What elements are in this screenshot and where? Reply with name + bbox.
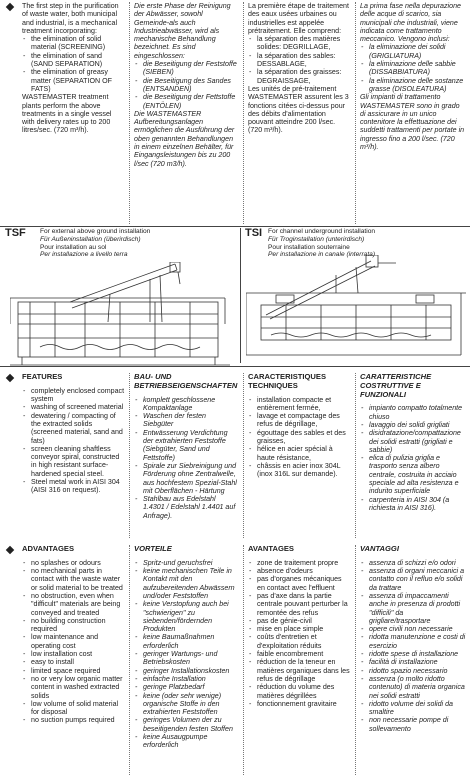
features-it-title: CARATTERISTICHE COSTRUTTIVE E FUNZIONALI bbox=[360, 372, 432, 399]
list-item: - easy to install bbox=[22, 658, 125, 666]
list-item: - installation compacte et entièrement fermée, bbox=[248, 396, 350, 413]
list-item: - no obstruction, even when "difficult" materials are being conveyed and treated bbox=[22, 592, 125, 617]
list-item: - assenza di impaccamenti anche in presenza di prodotti "difficili" da grigliare/trasportare bbox=[360, 592, 466, 625]
list-item: - ridotto volume dei solidi da smaltire bbox=[360, 700, 466, 717]
intro-fr-end: Les unités de pré-traitement WASTEMASTER assurent les 3 fonctions citées ci-dessus pour des débits d'alimentation pouvant atteindre 200 l/sec. (720 m³/h). bbox=[248, 84, 349, 135]
column-divider bbox=[243, 373, 244, 538]
column-divider bbox=[243, 545, 244, 775]
list-item: - the elimination of solid material (SCREENING) bbox=[22, 35, 125, 52]
list-item: - lavage et compactage des refus de dégrillage, bbox=[248, 412, 350, 429]
list-item: - keine Verstopfung auch bei "schwierigen" zu siebenden/fördernden Produkten bbox=[134, 600, 238, 633]
list-item: - facilità di installazione bbox=[360, 658, 466, 666]
intro-it-list bbox=[360, 43, 466, 93]
list-item: - absence d'odeurs bbox=[248, 567, 350, 575]
list-item: - keine Ausaugpumpe erforderlich bbox=[134, 733, 238, 750]
features-fr-list bbox=[248, 396, 350, 479]
list-item: - keine (oder sehr wenige) organische Stoffe in den extrahierten Feststoffen bbox=[134, 692, 238, 717]
list-item: - die Beseitigung der Fettstoffe (ENTÖLEN) bbox=[134, 93, 238, 110]
column-divider bbox=[355, 545, 356, 775]
bullet-diamond-icon bbox=[6, 374, 14, 382]
intro-fr-list bbox=[248, 35, 350, 85]
list-item: - égouttage des sables et des graisses, bbox=[248, 429, 350, 446]
list-item: - no mechanical parts in contact with the waste water or solid material to be treated bbox=[22, 567, 125, 592]
intro-fr bbox=[248, 2, 350, 135]
intro-it-end: Gli impianti di trattamento WASTEMASTER sono in grado di assicurare in un unico contenitore la effettuazione dei suddetti trattamenti per portate in ingresso fino a 200 l/sec. (720 m³/h). bbox=[360, 93, 465, 152]
advantages-de bbox=[134, 545, 238, 750]
list-item: - Spirale zur Siebreinigung und Förderung ohne Zentralwelle, aus hochfestem Spezial-Stahl mit Oberflächen - Härtung bbox=[134, 462, 238, 495]
advantages-en bbox=[22, 545, 125, 725]
features-en-list bbox=[22, 387, 125, 495]
list-item: - réduction de la teneur en matières organiques dans les refus de dégrillage bbox=[248, 658, 350, 683]
advantages-en-list bbox=[22, 559, 125, 725]
list-item: - komplett geschlossene Kompaktanlage bbox=[134, 396, 238, 413]
list-item: - ridotta manutenzione e costi di esercizio bbox=[360, 633, 466, 650]
list-item: - einfache Installation bbox=[134, 675, 238, 683]
list-item: - Steel metal work in AISI 304 (AISI 316 on request). bbox=[22, 478, 125, 495]
features-it-list bbox=[360, 404, 466, 512]
list-item: - la séparation des graisses: DEGRAISSAGE, bbox=[248, 68, 350, 85]
list-item: - faible encombrement bbox=[248, 650, 350, 658]
list-item: - hélice en acier spécial à haute résistance, bbox=[248, 445, 350, 462]
list-item: - completely enclosed compact system bbox=[22, 387, 125, 404]
list-item: - no building construction required bbox=[22, 617, 125, 634]
list-item: - Waschen der festen Siebgüter bbox=[134, 412, 238, 429]
advantages-fr-title: AVANTAGES bbox=[248, 544, 294, 553]
list-item: - no splashes or odours bbox=[22, 559, 125, 567]
list-item: - zone de traitement propre bbox=[248, 559, 350, 567]
advantages-fr bbox=[248, 545, 350, 708]
intro-en-list bbox=[22, 35, 125, 93]
list-item: - die Beseitigung des Sandes (ENTSANDEN) bbox=[134, 77, 238, 94]
advantages-fr-list bbox=[248, 559, 350, 708]
list-item: - la eliminazione dei solidi (GRIGLIATURA) bbox=[360, 43, 466, 60]
bullet-diamond-icon bbox=[6, 3, 14, 11]
list-item: - low maintenance and operating cost bbox=[22, 633, 125, 650]
list-item: - la séparation des matières solides: DEGRILLAGE, bbox=[248, 35, 350, 52]
list-item: - the elimination of greasy matter (SEPARATION OF FATS) bbox=[22, 68, 125, 93]
advantages-de-list bbox=[134, 559, 238, 750]
list-item: - geringes Volumen der zu beseitigenden festen Stoffen bbox=[134, 716, 238, 733]
list-item: - low installation cost bbox=[22, 650, 125, 658]
list-item: - opere civili non necessarie bbox=[360, 625, 466, 633]
list-item: - low volume of solid material for disposal bbox=[22, 700, 125, 717]
list-item: - non necessarie pompe di sollevamento bbox=[360, 716, 466, 733]
list-item: - Stahlbau aus Edelstahl 1.4301 / Edelstahl 1.4401 auf Anfrage). bbox=[134, 495, 238, 520]
features-de-title: BAU- UND BETRIEBSEIGENSCHAFTEN bbox=[134, 372, 238, 390]
list-item: - keine Baumaßnahmen erforderlich bbox=[134, 633, 238, 650]
intro-en bbox=[22, 2, 125, 135]
advantages-it bbox=[360, 545, 466, 733]
list-item: - the elimination of sand (SAND SEPARATION) bbox=[22, 52, 125, 69]
list-item: - assenza di schizzi e/o odori bbox=[360, 559, 466, 567]
list-item: - geringe Platzbedarf bbox=[134, 683, 238, 691]
list-item: - coûts d'entretien et d'exploitation réduits bbox=[248, 633, 350, 650]
tsf-caption-de: Für Außeninstallation (überirdisch) bbox=[40, 235, 141, 243]
list-item: - châssis en acier inox 304L (inox 316L sur demande). bbox=[248, 462, 350, 479]
tsf-code: TSF bbox=[5, 227, 26, 239]
tsi-caption-de: Für Troginstallation (unterirdisch) bbox=[268, 235, 365, 243]
list-item: - geringer Installationskosten bbox=[134, 667, 238, 675]
tsi-drawing bbox=[246, 255, 466, 360]
list-item: - pas d'axe dans la partie centrale pouvant perturber la remontée des refus bbox=[248, 592, 350, 617]
tsi-code: TSI bbox=[245, 227, 263, 239]
list-item: - ridotto spazio necessario bbox=[360, 667, 466, 675]
advantages-de-title: VORTEILE bbox=[134, 544, 172, 553]
list-item: - washing of screened material bbox=[22, 403, 125, 411]
list-item: - réduction du volume des matières dégrillées bbox=[248, 683, 350, 700]
features-it bbox=[360, 373, 466, 512]
tsf-caption-it: Per installazione a livello terra bbox=[40, 251, 128, 259]
column-divider bbox=[355, 373, 356, 538]
features-de bbox=[134, 373, 238, 520]
intro-de bbox=[134, 2, 238, 168]
advantages-it-list bbox=[360, 559, 466, 733]
list-item: - la eliminazione delle sostanze grasse (DISOLEATURA) bbox=[360, 77, 466, 94]
list-item: - dewatering / compacting of the extracted solids (screened material, sand and fats) bbox=[22, 412, 125, 445]
intro-de-list bbox=[134, 60, 238, 110]
column-divider bbox=[355, 2, 356, 224]
intro-en-text: The first step in the purification of waste water, both municipal and industrial, is a mechanical treatment incorporating: bbox=[22, 2, 119, 35]
list-item: - la eliminazione delle sabbie (DISSABBIATURA) bbox=[360, 60, 466, 77]
advantages-en-title: ADVANTAGES bbox=[22, 544, 75, 553]
drawing-divider bbox=[240, 228, 241, 363]
column-divider bbox=[129, 373, 130, 538]
tsf-caption-en: For external above ground installation bbox=[40, 228, 151, 235]
column-divider bbox=[243, 2, 244, 224]
list-item: - carpenteria in AISI 304 (a richiesta in AISI 316). bbox=[360, 496, 466, 513]
list-item: - pas de génie-civil bbox=[248, 617, 350, 625]
list-item: - la séparation des sables: DESSABLAGE, bbox=[248, 52, 350, 69]
tsf-drawing bbox=[10, 262, 235, 367]
list-item: - limited space required bbox=[22, 667, 125, 675]
bullet-diamond-icon bbox=[6, 546, 14, 554]
intro-it bbox=[360, 2, 466, 151]
tsf-caption bbox=[40, 228, 230, 259]
intro-fr-text: La première étape de traitement des eaux usées urbaines ou industrielles est appelée prétraitement. Elle comprend: bbox=[248, 2, 349, 35]
intro-it-text: La prima fase nella depurazione delle acque di scarico, sia municipali che industriali, viene indicata come trattamento meccanico. Vengono inclusi: bbox=[360, 2, 461, 44]
column-divider bbox=[129, 545, 130, 775]
list-item: - Entwässerung Verdichtung der extrahierten Feststoffe (Siebgüter, Sand und Fettstoffe) bbox=[134, 429, 238, 462]
tsi-caption-fr: Pour installation souterraine bbox=[268, 243, 350, 251]
tsi-caption-en: For channel underground installation bbox=[268, 228, 376, 235]
list-item: - assenza (o molto ridotto contenuto) di materia organica nei solidi estratti bbox=[360, 675, 466, 700]
list-item: - fonctionnement gravitaire bbox=[248, 700, 350, 708]
list-item: - die Beseitigung der Feststoffe (SIEBEN) bbox=[134, 60, 238, 77]
list-item: - no suction pumps required bbox=[22, 716, 125, 724]
advantages-it-title: VANTAGGI bbox=[360, 544, 399, 553]
section-rule bbox=[0, 226, 470, 227]
intro-de-text: Die erste Phase der Reinigung der Abwässer, sowohl Gemeinde-als auch Industrieabwässer, wird als mechanische Behandlung bezeichnet. Es sind eingeschlossen: bbox=[134, 2, 231, 60]
list-item: - mise en place simple bbox=[248, 625, 350, 633]
features-de-list bbox=[134, 396, 238, 520]
features-en bbox=[22, 373, 125, 495]
list-item: - screen cleaning shaftless conveyor spiral, constructed in high resistant surface-hardened special steel. bbox=[22, 445, 125, 478]
list-item: - disidratazione/compattazione dei solidi estratti (grigliati e sabbie) bbox=[360, 429, 466, 454]
list-item: - ridotte spese di installazione bbox=[360, 650, 466, 658]
features-en-title: FEATURES bbox=[22, 372, 63, 381]
list-item: - Spritz-und geruchsfrei bbox=[134, 559, 238, 567]
list-item: - assenza di organi meccanici a contatto con il refluo e/o solidi da trattare bbox=[360, 567, 466, 592]
list-item: - geringer Wartungs- und Betriebskosten bbox=[134, 650, 238, 667]
intro-en-end: WASTEMASTER treatment plants perform the above treatments in a single vessel with delivery rates up to 200 litres/sec. (720 m³/h). bbox=[22, 93, 112, 135]
section-rule bbox=[0, 366, 470, 367]
list-item: - no or very low organic matter content in washed extracted solids bbox=[22, 675, 125, 700]
list-item: - pas d'organes mécaniques en contact avec l'effluent bbox=[248, 575, 350, 592]
features-fr bbox=[248, 373, 350, 479]
tsi-caption-it: Per installazione in canale (interrata) bbox=[268, 251, 376, 259]
list-item: - elica di pulizia griglia e trasporto senza albero centrale, costruita in acciaio speciale ad alta resistenza e indurito superficiale bbox=[360, 454, 466, 495]
features-fr-title: CARACTERISTIQUES TECHNIQUES bbox=[248, 372, 327, 390]
intro-de-end: Die WASTEMASTER Aufbereitungsanlagen ermöglichen die Ausführung der oben genannten Behandlungen in einem einzelnen Behälter, für Eingangsleistungen bis zu 200 l/sec (720 m3/h). bbox=[134, 109, 235, 168]
list-item: - impianto compatto totalmente chiuso bbox=[360, 404, 466, 421]
tsf-caption-fr: Pour installation au sol bbox=[40, 243, 107, 251]
list-item: - keine mechanischen Teile in Kontakt mit den aufzubereitenden Abwässern und/oder Feststoffen bbox=[134, 567, 238, 600]
column-divider bbox=[129, 2, 130, 224]
list-item: - lavaggio dei solidi grigliati bbox=[360, 421, 466, 429]
